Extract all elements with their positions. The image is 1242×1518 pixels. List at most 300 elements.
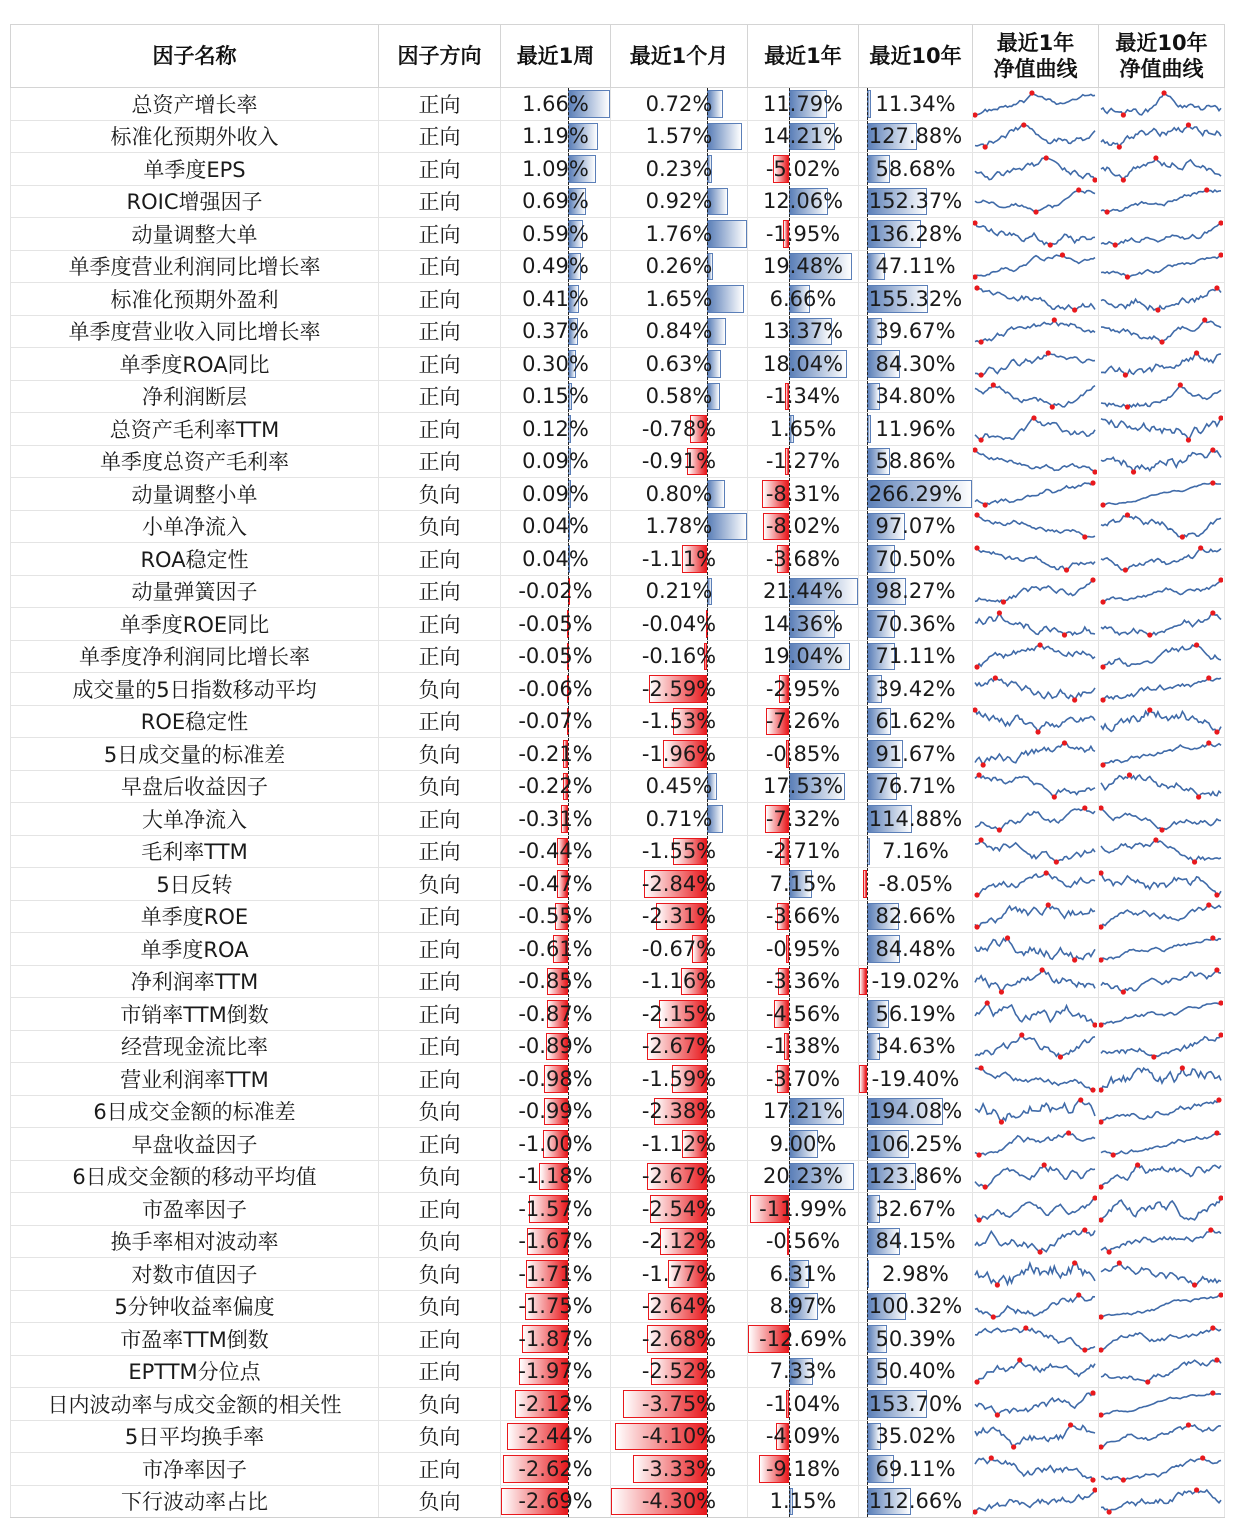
sparkline-1year [973, 121, 1097, 151]
return-value: 152.37% [868, 189, 963, 214]
return-value: 11.96% [875, 416, 956, 441]
table-row [11, 1225, 1225, 1258]
low-marker [1050, 405, 1055, 410]
return-cell-m1 [611, 673, 748, 706]
return-cell-m1 [611, 478, 748, 511]
factor-direction-cell: 正向 [379, 900, 501, 933]
return-cell-y10 [859, 608, 973, 641]
return-cell-y10 [859, 1290, 973, 1323]
factor-direction-cell: 正向 [379, 575, 501, 608]
zero-axis [867, 803, 868, 835]
return-cell-y10 [859, 1258, 973, 1291]
return-cell-w1 [501, 1095, 611, 1128]
sparkline-10year [1099, 1096, 1223, 1126]
factor-name-cell: 单季度营业利润同比增长率 [11, 250, 379, 283]
sparkline-1year [973, 1129, 1097, 1159]
header-1week: 最近1周 [501, 25, 611, 88]
sparkline-1year-cell [973, 1160, 1099, 1193]
zero-axis [867, 1486, 868, 1518]
zero-axis [867, 153, 868, 185]
return-cell-y10 [859, 315, 973, 348]
return-cell-w1 [501, 705, 611, 738]
sparkline-10year-cell [1099, 1160, 1225, 1193]
return-value: -0.78% [641, 416, 717, 441]
table-row [11, 1030, 1225, 1063]
return-cell-w1 [501, 1355, 611, 1388]
low-marker [976, 1152, 981, 1157]
sparkline-10year [1099, 674, 1223, 704]
return-value: 76.71% [875, 774, 956, 799]
table-row [11, 88, 1225, 121]
table-row [11, 283, 1225, 316]
net-value-line [1101, 1003, 1221, 1025]
factor-direction-cell: 负向 [379, 738, 501, 771]
factor-name-cell: 标准化预期外盈利 [11, 283, 379, 316]
return-cell-m1 [611, 1453, 748, 1486]
return-value: -2.64% [641, 1294, 717, 1319]
high-marker [991, 383, 996, 388]
net-value-line [975, 1295, 1095, 1317]
high-marker [1046, 350, 1051, 355]
return-cell-m1 [611, 1160, 748, 1193]
return-value: -9.18% [765, 1456, 841, 1481]
sparkline-1year [973, 414, 1097, 444]
return-value: 1.15% [769, 1489, 837, 1514]
return-cell-y10 [859, 803, 973, 836]
table-row [11, 1355, 1225, 1388]
return-cell-y10 [859, 1225, 973, 1258]
low-marker [1064, 567, 1069, 572]
zero-axis [867, 316, 868, 348]
factor-name-cell: 单季度ROE同比 [11, 608, 379, 641]
return-cell-y10 [859, 1420, 973, 1453]
return-cell-m1 [611, 413, 748, 446]
high-marker [1186, 123, 1191, 128]
return-cell-y1 [748, 1485, 859, 1518]
return-value: 0.04% [522, 546, 589, 571]
sparkline-1year [973, 479, 1097, 509]
return-value: -1.16% [641, 969, 717, 994]
low-marker [1117, 145, 1122, 150]
low-marker [1147, 632, 1152, 637]
factor-name-cell: 市盈率因子 [11, 1193, 379, 1226]
header-1month: 最近1个月 [611, 25, 748, 88]
return-cell-w1 [501, 608, 611, 641]
low-marker [1131, 470, 1136, 475]
sparkline-1year [973, 1226, 1097, 1256]
return-cell-w1 [501, 868, 611, 901]
sparkline-1year-cell [973, 1485, 1099, 1518]
net-value-line [1101, 158, 1221, 180]
net-value-line [975, 515, 1095, 537]
return-value: 0.63% [645, 351, 713, 376]
factor-direction-cell: 负向 [379, 510, 501, 543]
return-cell-m1 [611, 1258, 748, 1291]
factor-direction-cell: 正向 [379, 250, 501, 283]
factor-performance-table-container [10, 24, 1225, 1518]
factor-direction-cell: 正向 [379, 998, 501, 1031]
sparkline-1year [973, 251, 1097, 281]
high-marker [1214, 285, 1219, 290]
factor-direction-cell: 正向 [379, 1193, 501, 1226]
sparkline-10year [1099, 999, 1223, 1029]
sparkline-10year [1099, 544, 1223, 574]
sparkline-1year-cell [973, 868, 1099, 901]
return-cell-y10 [859, 1453, 973, 1486]
low-marker [1214, 892, 1219, 897]
return-cell-w1 [501, 1063, 611, 1096]
low-marker [991, 1315, 996, 1320]
return-cell-w1 [501, 933, 611, 966]
return-cell-y1 [748, 868, 859, 901]
return-value: -0.87% [518, 1001, 593, 1026]
return-value: 1.76% [645, 221, 713, 246]
net-value-line [1101, 223, 1221, 245]
net-value-line [975, 645, 1095, 667]
net-value-line [975, 1360, 1095, 1382]
sparkline-10year-cell [1099, 1355, 1225, 1388]
header-1year-curve-line1: 最近1年 [996, 31, 1075, 55]
factor-name-cell: 动量调整小单 [11, 478, 379, 511]
net-value-line [1101, 1328, 1221, 1350]
zero-axis [867, 446, 868, 478]
return-value: -2.67% [641, 1164, 717, 1189]
low-marker [1082, 535, 1087, 540]
sparkline-10year [1099, 479, 1223, 509]
return-cell-w1 [501, 1225, 611, 1258]
return-cell-m1 [611, 640, 748, 673]
return-cell-w1 [501, 120, 611, 153]
table-body [11, 88, 1225, 1518]
return-cell-y1 [748, 413, 859, 446]
return-value: 0.49% [522, 254, 589, 279]
return-cell-m1 [611, 900, 748, 933]
sparkline-10year [1099, 966, 1223, 996]
high-marker [974, 513, 979, 518]
header-10year: 最近10年 [859, 25, 973, 88]
return-cell-y10 [859, 510, 973, 543]
return-value: -0.16% [641, 644, 717, 669]
sparkline-10year [1099, 121, 1223, 151]
low-marker [1123, 372, 1128, 377]
sparkline-1year-cell [973, 445, 1099, 478]
return-value: -2.71% [765, 839, 841, 864]
low-marker [1062, 632, 1067, 637]
return-cell-m1 [611, 88, 748, 121]
net-value-line [975, 1198, 1095, 1220]
table-row [11, 1453, 1225, 1486]
factor-name-cell: 单季度营业收入同比增长率 [11, 315, 379, 348]
return-value: -2.84% [641, 871, 717, 896]
factor-direction-cell: 正向 [379, 120, 501, 153]
return-value: 50.39% [875, 1326, 956, 1351]
sparkline-10year [1099, 219, 1223, 249]
zero-axis [867, 251, 868, 283]
return-value: -2.12% [641, 1229, 717, 1254]
return-cell-y1 [748, 835, 859, 868]
return-cell-w1 [501, 965, 611, 998]
return-cell-w1 [501, 1030, 611, 1063]
net-value-line [975, 483, 1095, 505]
return-cell-w1 [501, 510, 611, 543]
high-marker [1194, 350, 1199, 355]
net-value-line [1101, 873, 1221, 895]
net-value-line [1101, 1425, 1221, 1447]
net-value-line [975, 353, 1095, 375]
return-cell-y1 [748, 575, 859, 608]
return-cell-y1 [748, 1160, 859, 1193]
low-marker [1033, 210, 1038, 215]
return-value: 19.04% [762, 644, 844, 669]
return-value: -1.57% [518, 1196, 593, 1221]
net-value-line [975, 808, 1095, 830]
return-value: 50.40% [875, 1359, 956, 1384]
factor-direction-cell: 负向 [379, 770, 501, 803]
high-marker [993, 675, 998, 680]
return-cell-y1 [748, 1453, 859, 1486]
return-value: -2.62% [518, 1456, 593, 1481]
zero-axis [867, 1161, 868, 1193]
net-value-line [1101, 905, 1221, 927]
net-value-line [975, 288, 1095, 310]
return-cell-y1 [748, 965, 859, 998]
factor-name-cell: 大单净流入 [11, 803, 379, 836]
sparkline-1year-cell [973, 803, 1099, 836]
return-value: -2.67% [641, 1034, 717, 1059]
low-marker [1099, 1315, 1104, 1320]
sparkline-10year [1099, 1291, 1223, 1321]
return-cell-w1 [501, 673, 611, 706]
net-value-line [1101, 613, 1221, 635]
net-value-line [975, 1035, 1095, 1057]
sparkline-10year-cell [1099, 1128, 1225, 1161]
low-marker [1125, 275, 1130, 280]
zero-axis [867, 348, 868, 380]
return-cell-y10 [859, 1485, 973, 1518]
return-value: 11.79% [762, 91, 844, 116]
sparkline-1year-cell [973, 1095, 1099, 1128]
return-value: -8.02% [765, 514, 841, 539]
return-cell-y10 [859, 380, 973, 413]
factor-direction-cell: 正向 [379, 965, 501, 998]
sparkline-1year-cell [973, 88, 1099, 121]
sparkline-10year [1099, 1226, 1223, 1256]
low-marker [999, 1120, 1004, 1125]
high-marker [1017, 1358, 1022, 1363]
sparkline-1year [973, 1486, 1097, 1516]
return-value: -8.05% [878, 871, 953, 896]
sparkline-10year [1099, 154, 1223, 184]
return-value: 98.27% [875, 579, 956, 604]
net-value-line [1101, 580, 1221, 602]
high-marker [1206, 740, 1211, 745]
sparkline-10year-cell [1099, 250, 1225, 283]
return-value: -1.18% [518, 1164, 593, 1189]
sparkline-1year [973, 316, 1097, 346]
sparkline-1year [973, 154, 1097, 184]
return-value: -2.12% [518, 1391, 593, 1416]
factor-name-cell: 5日平均换手率 [11, 1420, 379, 1453]
high-marker [1180, 1065, 1185, 1070]
low-marker [1107, 1250, 1112, 1255]
sparkline-10year [1099, 1259, 1223, 1289]
net-value-line [1101, 710, 1221, 732]
return-cell-w1 [501, 1485, 611, 1518]
table-row [11, 120, 1225, 153]
high-marker [1031, 415, 1036, 420]
sparkline-10year-cell [1099, 575, 1225, 608]
net-value-line [975, 1328, 1095, 1350]
return-value: 71.11% [875, 644, 956, 669]
return-value: -2.52% [641, 1359, 717, 1384]
sparkline-10year [1099, 284, 1223, 314]
high-marker [1082, 805, 1087, 810]
high-marker [1147, 708, 1152, 713]
net-value-line [1101, 1133, 1221, 1155]
return-cell-w1 [501, 413, 611, 446]
sparkline-10year-cell [1099, 705, 1225, 738]
high-marker [979, 1065, 984, 1070]
return-value: -2.95% [765, 676, 841, 701]
sparkline-1year-cell [973, 575, 1099, 608]
net-value-line [975, 1133, 1095, 1155]
zero-axis [867, 576, 868, 608]
return-value: 0.84% [645, 319, 713, 344]
factor-name-cell: 经营现金流比率 [11, 1030, 379, 1063]
return-value: 18.04% [762, 351, 844, 376]
factor-direction-cell: 负向 [379, 1225, 501, 1258]
sparkline-1year-cell [973, 705, 1099, 738]
return-cell-w1 [501, 88, 611, 121]
sparkline-1year [973, 609, 1097, 639]
low-marker [983, 502, 988, 507]
high-marker [1204, 188, 1209, 193]
return-value: -0.91% [641, 449, 717, 474]
return-cell-m1 [611, 1193, 748, 1226]
sparkline-10year [1099, 1389, 1223, 1419]
return-value: -1.71% [518, 1261, 593, 1286]
return-cell-m1 [611, 1095, 748, 1128]
return-cell-w1 [501, 1160, 611, 1193]
net-value-line [975, 1425, 1095, 1447]
table-row [11, 738, 1225, 771]
net-value-line [1101, 1068, 1221, 1090]
return-value: 14.36% [762, 611, 844, 636]
factor-name-cell: 对数市值因子 [11, 1258, 379, 1291]
return-value: -1.75% [518, 1294, 593, 1319]
sparkline-10year [1099, 381, 1223, 411]
sparkline-1year [973, 804, 1097, 834]
low-marker [1072, 957, 1077, 962]
return-value: -0.95% [765, 936, 841, 961]
return-value: 1.19% [522, 124, 589, 149]
low-marker [979, 437, 984, 442]
low-marker [1052, 795, 1057, 800]
zero-axis [867, 186, 868, 218]
return-cell-y10 [859, 575, 973, 608]
low-marker [995, 1412, 1000, 1417]
return-value: 0.21% [645, 579, 713, 604]
return-value: 19.48% [762, 254, 844, 279]
low-marker [1072, 697, 1077, 702]
high-marker [1194, 1488, 1199, 1493]
factor-direction-cell: 负向 [379, 1388, 501, 1421]
sparkline-10year [1099, 1324, 1223, 1354]
table-row [11, 478, 1225, 511]
net-value-line [1101, 645, 1221, 667]
return-value: 0.80% [645, 481, 713, 506]
net-value-line [975, 450, 1095, 472]
net-value-line [975, 775, 1095, 797]
return-value: 17.21% [762, 1099, 844, 1124]
high-marker [1210, 1325, 1215, 1330]
sparkline-10year-cell [1099, 153, 1225, 186]
zero-axis [867, 1356, 868, 1388]
low-marker [999, 990, 1004, 995]
factor-direction-cell: 正向 [379, 218, 501, 251]
factor-name-cell: 日内波动率与成交金额的相关性 [11, 1388, 379, 1421]
net-value-line [1101, 93, 1221, 115]
net-value-line [1101, 1165, 1221, 1187]
sparkline-10year [1099, 739, 1223, 769]
table-row [11, 1128, 1225, 1161]
return-value: 84.48% [875, 936, 956, 961]
return-value: -12.69% [759, 1326, 847, 1351]
sparkline-10year [1099, 511, 1223, 541]
sparkline-10year-cell [1099, 1420, 1225, 1453]
header-row [11, 25, 1225, 88]
high-marker [1153, 155, 1158, 160]
return-cell-y1 [748, 1030, 859, 1063]
return-value: 70.50% [875, 546, 956, 571]
net-value-line [1101, 288, 1221, 310]
return-cell-w1 [501, 185, 611, 218]
high-marker [974, 545, 979, 550]
high-marker [1210, 935, 1215, 940]
zero-axis [867, 1453, 868, 1485]
zero-axis [867, 88, 868, 120]
return-cell-m1 [611, 1225, 748, 1258]
table-row [11, 900, 1225, 933]
return-value: 39.42% [875, 676, 956, 701]
factor-name-cell: 单季度ROA同比 [11, 348, 379, 381]
return-value: 97.07% [875, 514, 956, 539]
return-value: 34.80% [875, 384, 956, 409]
factor-direction-cell: 正向 [379, 933, 501, 966]
factor-direction-cell: 正向 [379, 413, 501, 446]
return-cell-y10 [859, 738, 973, 771]
high-marker [1023, 1325, 1028, 1330]
net-value-line [975, 223, 1095, 245]
factor-name-cell: 市销率TTM倒数 [11, 998, 379, 1031]
return-value: -0.89% [518, 1034, 593, 1059]
sparkline-1year-cell [973, 900, 1099, 933]
return-cell-y10 [859, 413, 973, 446]
return-cell-w1 [501, 250, 611, 283]
high-marker [1046, 903, 1051, 908]
sparkline-10year-cell [1099, 413, 1225, 446]
return-cell-y10 [859, 1095, 973, 1128]
table-row [11, 445, 1225, 478]
factor-name-cell: 成交量的5日指数移动平均 [11, 673, 379, 706]
return-value: -0.31% [518, 806, 593, 831]
sparkline-10year [1099, 186, 1223, 216]
return-cell-w1 [501, 478, 611, 511]
return-value: 100.32% [868, 1294, 963, 1319]
factor-name-cell: 换手率相对波动率 [11, 1225, 379, 1258]
factor-name-cell: 5日反转 [11, 868, 379, 901]
factor-direction-cell: 正向 [379, 445, 501, 478]
